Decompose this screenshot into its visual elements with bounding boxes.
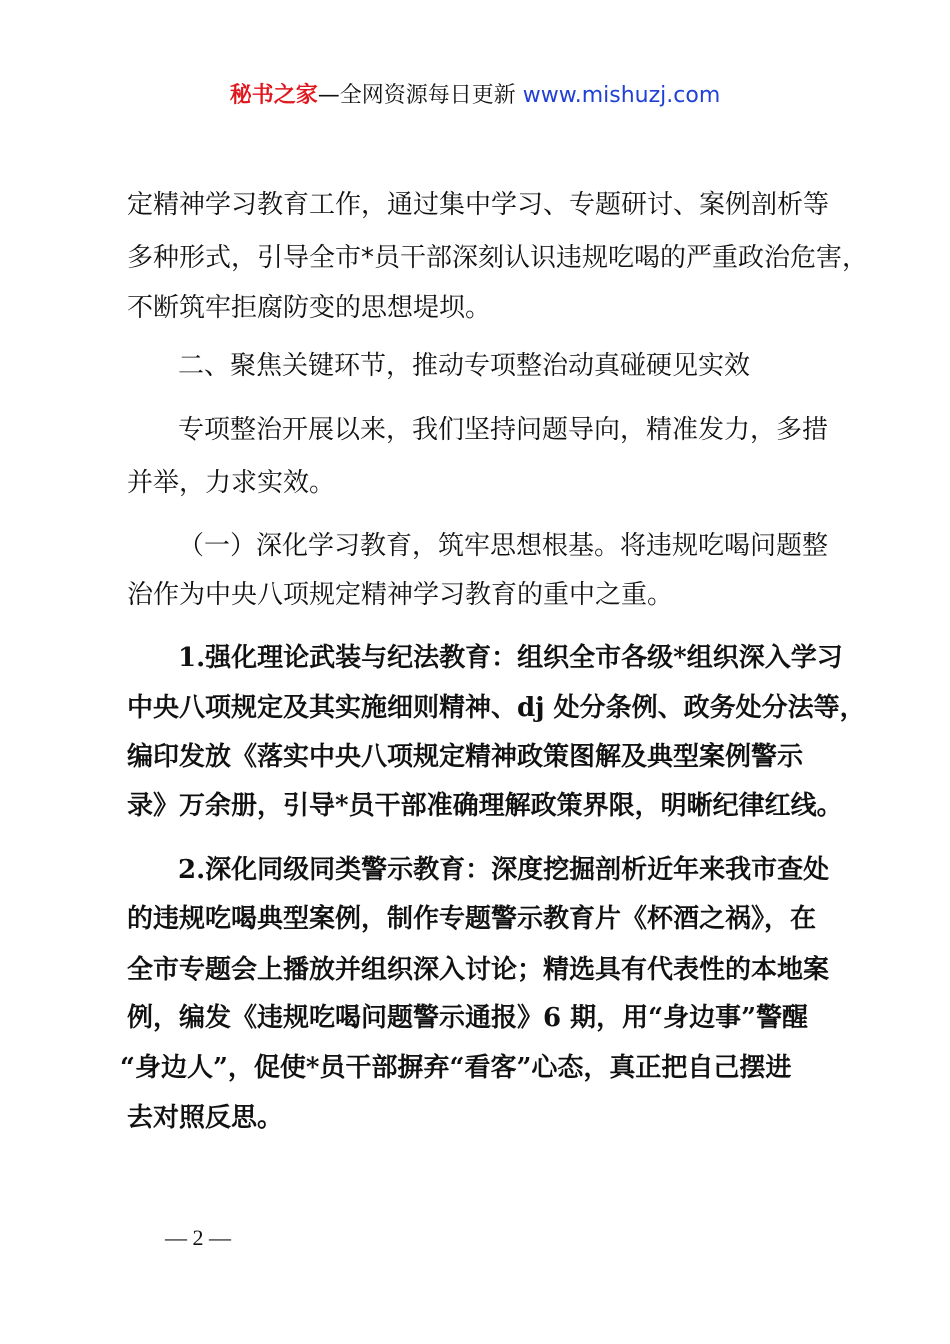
bold-paragraph-line: 例，编发《违规吃喝问题警示通报》6 期，用“身边事”警醒	[127, 1003, 809, 1033]
page-number: — 2 —	[165, 1225, 231, 1250]
bold-paragraph-line: 录》万余册，引导*员干部准确理解政策界限，明晰纪律红线。	[127, 791, 843, 821]
subsection-heading: （一）深化学习教育，筑牢思想根基。将违规吃喝问题整	[178, 531, 829, 561]
brand-name: 秘书之家	[229, 83, 318, 108]
header-url[interactable]: www.mishuzj.com	[522, 83, 721, 108]
body-text-line: 不断筑牢拒腐防变的思想堤坝。	[127, 293, 492, 323]
bold-paragraph-line: “身边人”，促使*员干部摒弃“看客”心态，真正把自己摆进	[120, 1053, 792, 1083]
bold-paragraph-line: 全市专题会上播放并组织深入讨论；精选具有代表性的本地案	[127, 955, 830, 985]
section-heading: 二、聚焦关键环节，推动专项整治动真碰硬见实效	[178, 351, 751, 381]
header-slogan: —全网资源每日更新	[317, 83, 516, 108]
bold-paragraph-line: 的违规吃喝典型案例，制作专题警示教育片《杯酒之祸》，在	[127, 904, 817, 934]
body-text-line: 定精神学习教育工作，通过集中学习、专题研讨、案例剖析等	[127, 190, 830, 220]
bold-paragraph-line: 编印发放《落实中央八项规定精神政策图解及典型案例警示	[127, 742, 804, 772]
bold-paragraph-line: 中央八项规定及其实施细则精神、dj 处分条例、政务处分法等，	[127, 693, 866, 723]
body-text-line: 治作为中央八项规定精神学习教育的重中之重。	[127, 580, 674, 610]
bold-paragraph-line: 去对照反思。	[127, 1103, 284, 1133]
site-header	[0, 80, 950, 112]
bold-paragraph-line: 1.强化理论武装与纪法教育：组织全市各级*组织深入学习	[178, 643, 843, 673]
bold-paragraph-line: 2.深化同级同类警示教育：深度挖掘剖析近年来我市查处	[178, 855, 830, 885]
body-text-line: 多种形式，引导全市*员干部深刻认识违规吃喝的严重政治危害，	[127, 243, 869, 273]
body-text-line: 专项整治开展以来，我们坚持问题导向，精准发力，多措	[178, 415, 829, 445]
body-text-line: 并举，力求实效。	[127, 468, 336, 498]
